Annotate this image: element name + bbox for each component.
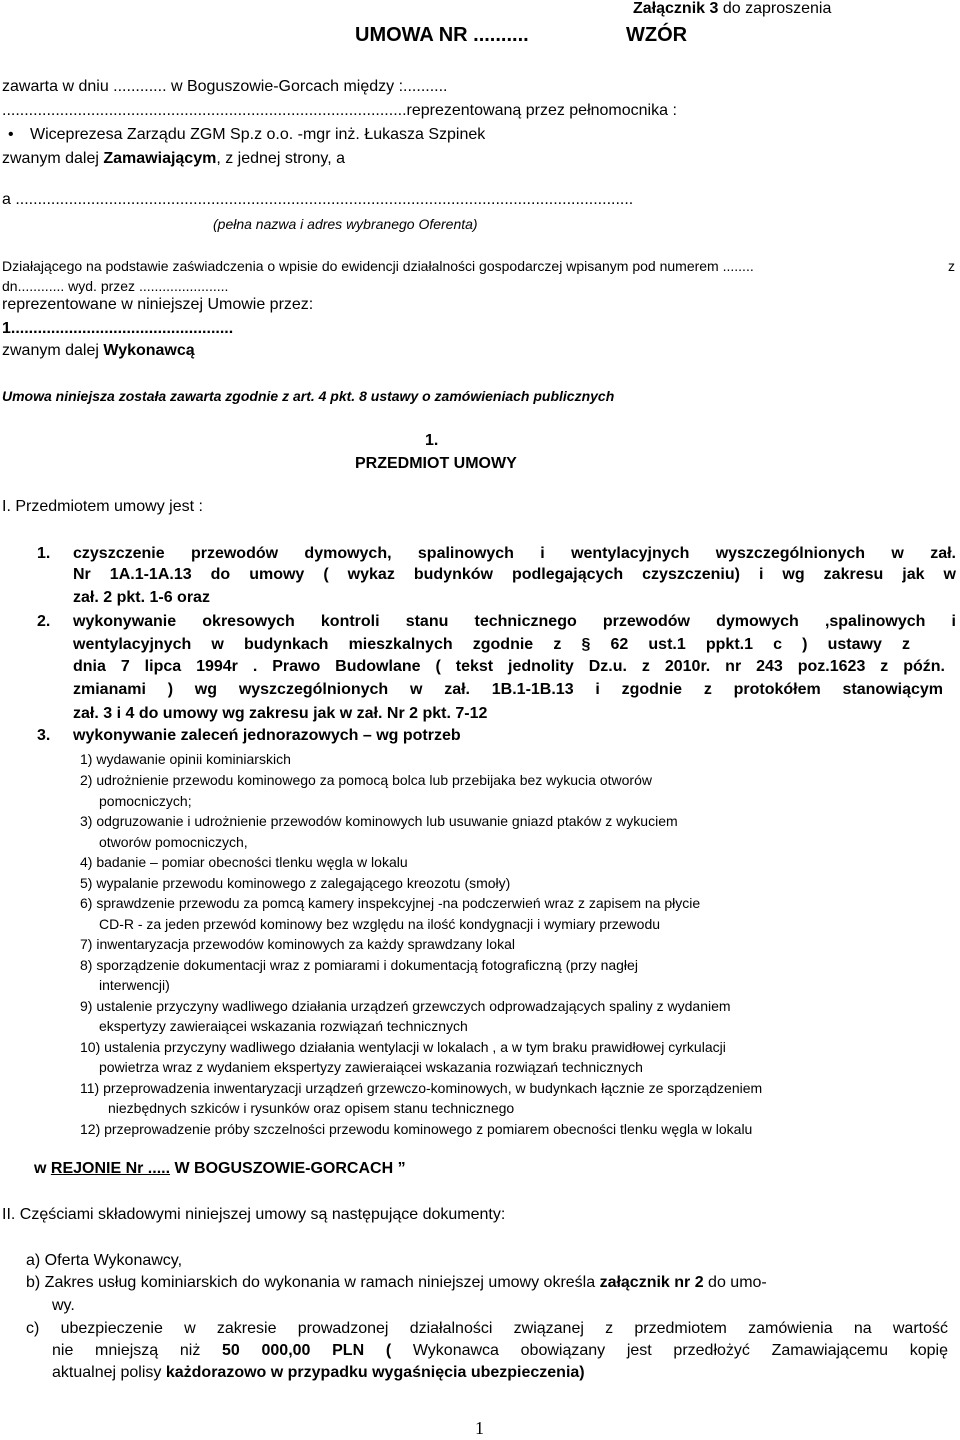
sub-item-9: 9) ustalenie przyczyny wadliwego działania urządzeń grzewczych odprowadzających spaliny z wydaniem — [80, 998, 731, 1014]
sub-item-5: 5) wypalanie przewodu kominowego z zalegającego kreozotu (smoły) — [80, 875, 511, 891]
doc-item-b-text: b) Zakres usług kominiarskich do wykonania w ramach niniejszej umowy określa — [26, 1274, 600, 1291]
doc-item-c-condition: każdorazowo w przypadku wygaśnięcia ubezpieczenia) — [165, 1364, 585, 1381]
item-2-number: 2. — [37, 613, 51, 630]
doc-item-c-line-2 — [52, 1342, 948, 1360]
item-2-line-5: zał. 3 i 4 do umowy wg zakresu jak w zał. Nr 2 pkt. 7-12 — [73, 705, 488, 722]
page-number: 1 — [475, 1418, 484, 1438]
doc-item-b — [26, 1274, 767, 1292]
region-line — [34, 1160, 406, 1178]
doc-item-b-cont: wy. — [52, 1297, 75, 1314]
region-number: REJONIE Nr ..... — [50, 1160, 171, 1177]
contractor-line — [2, 342, 195, 360]
item-2-line-3: dnia 7 lipca 1994r . Prawo Budowlane ( tekst jednolity Dz.u. z 2010r. nr 243 poz.1623 z późn. — [73, 658, 945, 675]
sub-item-9-cont: ekspertyzy zawieraiącei wskazania rozwiązań technicznych — [99, 1018, 468, 1034]
contractor-label: Wykonawcą — [103, 342, 195, 359]
bullet: • — [8, 126, 14, 143]
sub-item-8-cont: interwencji) — [99, 977, 170, 993]
region-name: W BOGUSZOWIE-GORCACH ” — [170, 1160, 406, 1177]
section-1-number: 1. — [425, 432, 439, 449]
doc-item-a: a) Oferta Wykonawcy, — [26, 1252, 183, 1269]
doc-item-c-line-3 — [52, 1364, 585, 1382]
template-label: WZÓR — [626, 24, 688, 46]
item-3-line-1: wykonywanie zaleceń jednorazowych – wg potrzeb — [73, 727, 461, 744]
employer-prefix: zwanym dalej — [2, 150, 104, 167]
section-1-intro: I. Przedmiotem umowy jest : — [2, 498, 203, 515]
annex-header — [633, 0, 831, 18]
section-2-intro: II. Częściami składowymi niniejszej umowy są następujące dokumenty: — [2, 1206, 506, 1223]
sub-item-3-cont: otworów pomocniczych, — [99, 834, 248, 850]
contract-title: UMOWA NR .......... — [355, 24, 529, 46]
item-1-line-1: czyszczenie przewodów dymowych, spalinowych i wentylacyjnych wyszczególnionych w zał. — [73, 545, 956, 562]
sub-item-7: 7) inwentaryzacja przewodów kominowych za każdy sprawdzany lokal — [80, 936, 515, 952]
employer-label: Zamawiającym — [103, 150, 217, 167]
region-prefix: w — [34, 1160, 51, 1177]
item-1-line-3: zał. 2 pkt. 1-6 oraz — [73, 589, 210, 606]
item-1-line-2: Nr 1A.1-1A.13 do umowy ( wykaz budynków podlegających czyszczeniu) i wg zakresu jak w — [73, 566, 956, 583]
doc-item-c-prefix: nie mniejszą niż — [52, 1342, 223, 1359]
represented-by-line: reprezentowane w niniejszej Umowie przez: — [2, 296, 314, 313]
item-2-line-2: wentylacyjnych w budynkach mieszkalnych zgodnie z § 62 ust.1 ppkt.1 c ) ustawy z — [73, 636, 910, 653]
sub-item-1: 1) wydawanie opinii kominiarskich — [80, 751, 291, 767]
doc-item-b-end: do umo- — [703, 1274, 767, 1291]
sub-item-11-cont: niezbędnych szkiców i rysunków oraz opisem stanu technicznego — [108, 1100, 515, 1116]
registration-line: Działającego na podstawie zaświadczenia o wpisie do ewidencji działalności gospodarczej wpisanym pod numerem ........ — [2, 258, 754, 274]
doc-item-c-amount: 50 000,00 PLN ( — [222, 1342, 392, 1359]
representative-line: Wiceprezesa Zarządu ZGM Sp.z o.o. -mgr inż. Łukasza Szpinek — [30, 126, 486, 143]
sub-item-2: 2) udrożnienie przewodu kominowego za pomocą bolca lub przebijaka bez wykucia otworów — [80, 772, 652, 788]
legal-basis: Umowa niniejsza została zawarta zgodnie z art. 4 pkt. 8 ustawy o zamówieniach publicznych — [2, 388, 615, 404]
issue-line: dn............ wyd. przez ....................... — [2, 278, 229, 294]
item-1-number: 1. — [37, 545, 51, 562]
doc-item-c-text: Wykonawca obowiązany jest przedłożyć Zamawiającemu kopię — [391, 1342, 949, 1359]
employer-line — [2, 150, 345, 168]
sub-item-4: 4) badanie – pomiar obecności tlenku węgla w lokalu — [80, 854, 408, 870]
annex-suffix: do zaproszenia — [722, 0, 832, 17]
registration-line-end: z — [948, 258, 955, 274]
section-1-heading: PRZEDMIOT UMOWY — [355, 455, 517, 472]
sub-item-10: 10) ustalenia przyczyny wadliwego działania wentylacji w lokalach , a w tym braku prawidłowej cyrkulacji — [80, 1039, 726, 1055]
sub-item-8: 8) sporządzenie dokumentacji wraz z pomiarami i dokumentacją fotograficzną (przy nagłej — [80, 957, 638, 973]
item-2-line-4: zmianami ) wg wyszczególnionych w zał. 1B.1-1B.13 i zgodnie z protokółem stanowiącym — [73, 681, 943, 698]
sub-item-12: 12) przeprowadzenie próby szczelności przewodu kominowego z pomiarem obecności tlenku węgla w lokalu — [80, 1121, 753, 1137]
representative-number: 1.................................................. — [2, 320, 234, 337]
sub-item-6-cont: CD-R - za jeden przewód kominowy bez względu na ilość kondygnacji i wymiary przewodu — [99, 916, 661, 932]
annex-label: Załącznik 3 — [633, 0, 719, 17]
sub-item-10-cont: powietrza wraz z wydaniem ekspertyzy zawieraiącei wskazania rozwiązań technicznych — [99, 1059, 643, 1075]
doc-item-c-policy: aktualnej polisy — [52, 1364, 166, 1381]
doc-item-b-annex: załącznik nr 2 — [599, 1274, 704, 1291]
sub-item-6: 6) sprawdzenie przewodu za pomcą kamery inspekcyjnej -na podczerwień wraz z zapisem na płycie — [80, 895, 701, 911]
sub-item-11: 11) przeprowadzenia inwentaryzacji urządzeń grzewczo-kominowych, w budynkach łącznie ze sporządzeniem — [80, 1080, 763, 1096]
doc-item-c: c) ubezpieczenie w zakresie prowadzonej działalności związanej z przedmiotem zamówienia na wartość — [26, 1320, 948, 1337]
employer-suffix: , z jednej strony, a — [216, 150, 345, 167]
item-3-number: 3. — [37, 727, 51, 744]
contractor-prefix: zwanym dalej — [2, 342, 104, 359]
contractor-name-note: (pełna nazwa i adres wybranego Oferenta) — [213, 216, 478, 232]
sub-item-3: 3) odgruzowanie i udrożnienie przewodów kominowych lub usuwanie gniazd ptaków z wykuciem — [80, 813, 678, 829]
parties-line-2: ...........................................................................................reprezentowaną przez pełnomocnika : — [2, 102, 677, 119]
contractor-name-line: a ........................................................................................................................................... — [2, 191, 634, 208]
sub-item-2-cont: pomocniczych; — [99, 793, 192, 809]
item-2-line-1: wykonywanie okresowych kontroli stanu technicznego przewodów dymowych ,spalinowych i — [73, 613, 956, 630]
parties-line-1: zawarta w dniu ............ w Boguszowie-Gorcach między :.......... — [2, 78, 448, 95]
